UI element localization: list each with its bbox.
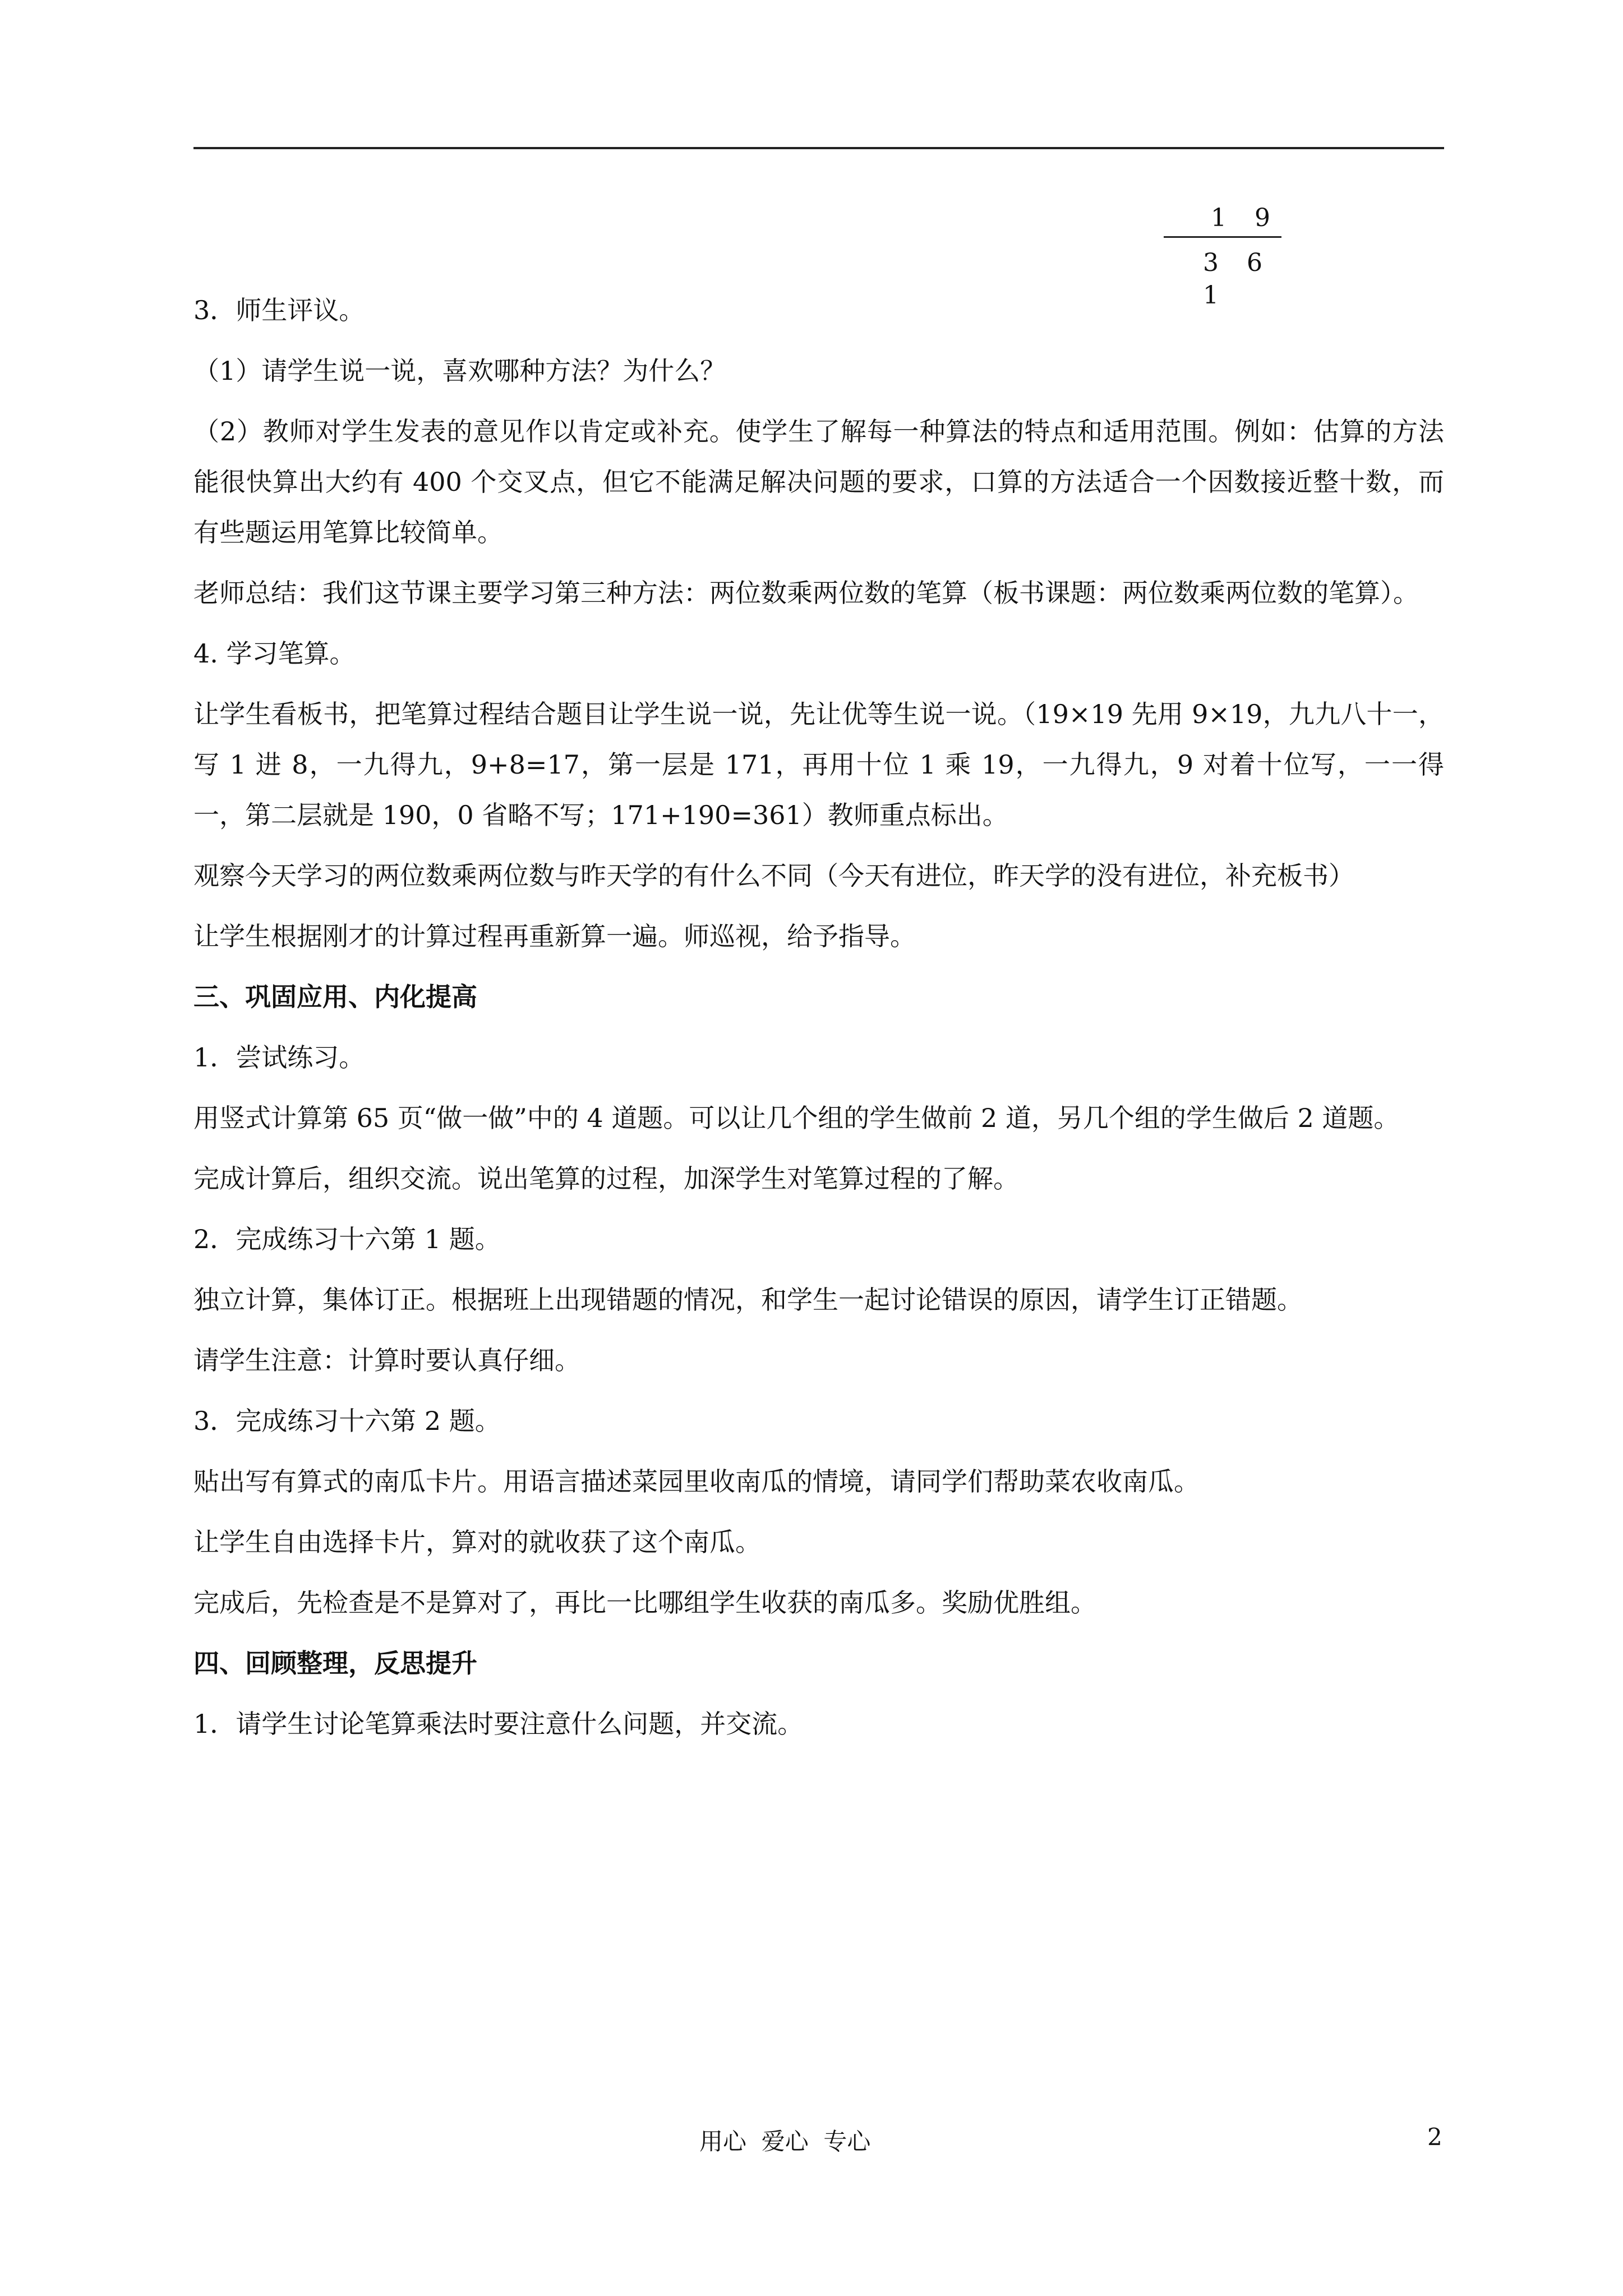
paragraph: 贴出写有算式的南瓜卡片。用语言描述菜园里收南瓜的情境，请同学们帮助菜农收南瓜。 <box>193 1466 1200 1497</box>
paragraph: 请学生注意：计算时要认真仔细。 <box>193 1345 580 1375</box>
header-rule <box>193 147 1444 149</box>
calc-multiplier-row: 1 9 <box>1164 202 1281 234</box>
document-body <box>193 285 1444 1759</box>
paragraph: 1．请学生讨论笔算乘法时要注意什么问题，并交流。 <box>193 1709 804 1739</box>
paragraph: 完成计算后，组织交流。说出笔算的过程，加深学生对笔算过程的了解。 <box>193 1163 1019 1194</box>
vertical-calculation-tail <box>1164 202 1281 310</box>
paragraph: 完成后，先检查是不是算对了，再比一比哪组学生收获的南瓜多。奖励优胜组。 <box>193 1588 1096 1618</box>
paragraph: 让学生看板书，把笔算过程结合题目让学生说一说，先让优等生说一说。（19×19 先用 9×19，九九八十一，写 1 进 8，一九得九，9+8=17，第一层是 171，再用十位 1 乘 19，一九得九，9 对着十位写，一一得一，第二层就是 190，0 省略不写；171+190=361）教师重点标出。 <box>193 699 1444 830</box>
page-number: 2 <box>1427 2123 1442 2151</box>
paragraph: 4. 学习笔算。 <box>193 638 356 669</box>
paragraph: 3．完成练习十六第 2 题。 <box>193 1406 501 1436</box>
paragraph: 1．尝试练习。 <box>193 1042 365 1073</box>
footer-motto: 用心 爱心 专心 <box>699 2128 871 2155</box>
paragraph: 让学生根据刚才的计算过程再重新算一遍。师巡视，给予指导。 <box>193 921 916 951</box>
paragraph: 让学生自由选择卡片，算对的就收获了这个南瓜。 <box>193 1527 761 1557</box>
paragraph: 3．师生评议。 <box>193 295 365 325</box>
paragraph: （2）教师对学生发表的意见作以肯定或补充。使学生了解每一种算法的特点和适用范围。例如：估算的方法能很快算出大约有 400 个交叉点，但它不能满足解决问题的要求，口算的方法适合一个因数接近整十数，而有些题运用笔算比较简单。 <box>193 416 1444 547</box>
paragraph: 老师总结：我们这节课主要学习第三种方法：两位数乘两位数的笔算（板书课题：两位数乘两位数的笔算）。 <box>193 578 1419 608</box>
paragraph: 用竖式计算第 65 页“做一做”中的 4 道题。可以让几个组的学生做前 2 道，另几个组的学生做后 2 道题。 <box>193 1103 1400 1133</box>
paragraph: 2．完成练习十六第 1 题。 <box>193 1224 501 1254</box>
section-heading: 三、巩固应用、内化提高 <box>193 982 477 1012</box>
paragraph: （1）请学生说一说，喜欢哪种方法？为什么？ <box>193 356 726 386</box>
paragraph: 独立计算，集体订正。根据班上出现错题的情况，和学生一起讨论错误的原因，请学生订正错题。 <box>193 1285 1303 1315</box>
calc-result-row: 3 6 1 <box>1203 249 1272 310</box>
section-heading: 四、回顾整理，反思提升 <box>193 1648 477 1678</box>
paragraph: 观察今天学习的两位数乘两位数与昨天学的有什么不同（今天有进位，昨天学的没有进位，补充板书） <box>193 861 1354 891</box>
